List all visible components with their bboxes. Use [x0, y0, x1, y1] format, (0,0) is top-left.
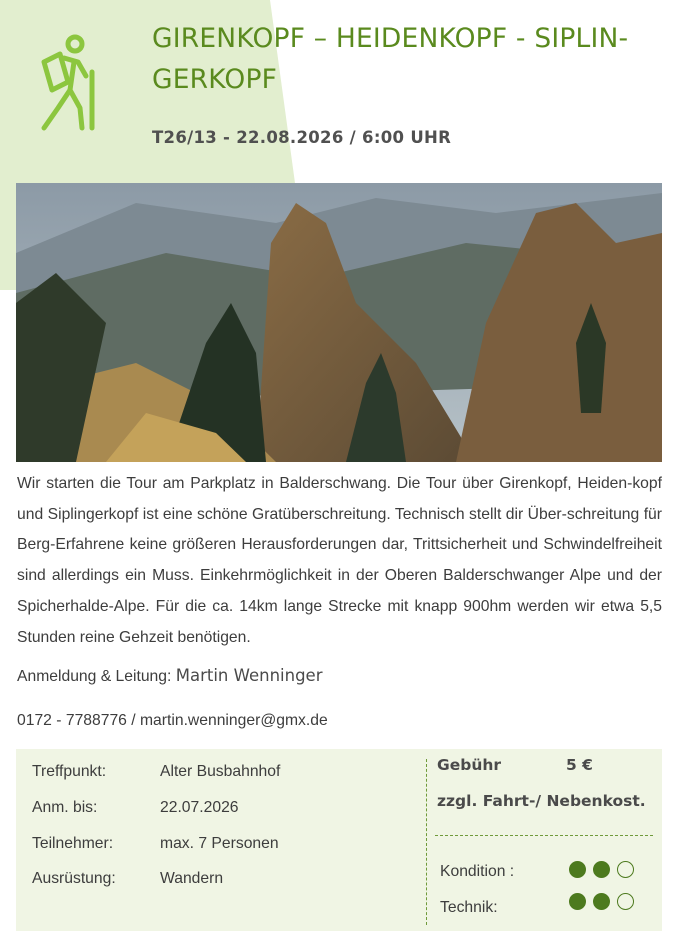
- info-value: max. 7 Personen: [160, 835, 279, 852]
- info-value: Alter Busbahnhof: [160, 763, 281, 780]
- horizontal-divider: [435, 835, 653, 836]
- leader-name: Martin Wenninger: [175, 666, 323, 685]
- rating-dot-empty: [617, 861, 634, 878]
- vertical-divider: [426, 759, 427, 925]
- info-label: Treffpunkt:: [32, 763, 107, 780]
- leader-label: Anmeldung & Leitung:: [17, 668, 176, 685]
- info-label: Ausrüstung:: [32, 870, 116, 887]
- rating-dot-filled: [593, 893, 610, 910]
- rating-dot-filled: [569, 861, 586, 878]
- leader-line: [17, 666, 323, 686]
- fee-label: Gebühr: [437, 756, 502, 774]
- info-value: 22.07.2026: [160, 799, 239, 816]
- mountain-ridge-photo: [16, 183, 662, 462]
- info-label: Teilnehmer:: [32, 835, 114, 852]
- kondition-label: Kondition :: [440, 863, 515, 880]
- tour-title-line-1: GIRENKOPF – HEIDENKOPF - SIPLIN-: [152, 23, 629, 54]
- tour-description: Wir starten die Tour am Parkplatz in Balderschwang. Die Tour über Girenkopf, Heiden-kopf und Siplingerkopf ist eine schöne Gratüberschreitung. Technisch stellt dir Über-schreitung für Berg-Erfahrene keine größeren Herausforderungen dar, Trittsicherheit und Schwindelfreiheit sind allerdings ein Muss. Einkehrmöglichkeit in der Oberen Balderschwanger Alpe und der Spicherhalde-Alpe. Für die ca. 14km lange Strecke mit knapp 900hm werden wir etwa 5,5 Stunden reine Gehzeit benötigen.: [17, 475, 662, 646]
- info-label: Anm. bis:: [32, 799, 98, 816]
- rating-dot-filled: [593, 861, 610, 878]
- tour-title: [152, 18, 652, 100]
- fee-note: zzgl. Fahrt-/ Nebenkost.: [437, 792, 646, 810]
- hiker-icon: [30, 32, 102, 132]
- info-box: [16, 749, 662, 931]
- rating-dot-empty: [617, 893, 634, 910]
- rating-dot-filled: [569, 893, 586, 910]
- kondition-rating: [569, 861, 634, 878]
- technik-rating: [569, 893, 634, 910]
- contact-info: 0172 - 7788776 / martin.wenninger@gmx.de: [17, 712, 328, 729]
- technik-label: Technik:: [440, 899, 498, 916]
- info-value: Wandern: [160, 870, 224, 887]
- fee-value: 5 €: [566, 756, 593, 774]
- tour-code-date: T26/13 - 22.08.2026 / 6:00 UHR: [152, 128, 452, 147]
- tour-title-line-2: GERKOPF: [152, 64, 278, 95]
